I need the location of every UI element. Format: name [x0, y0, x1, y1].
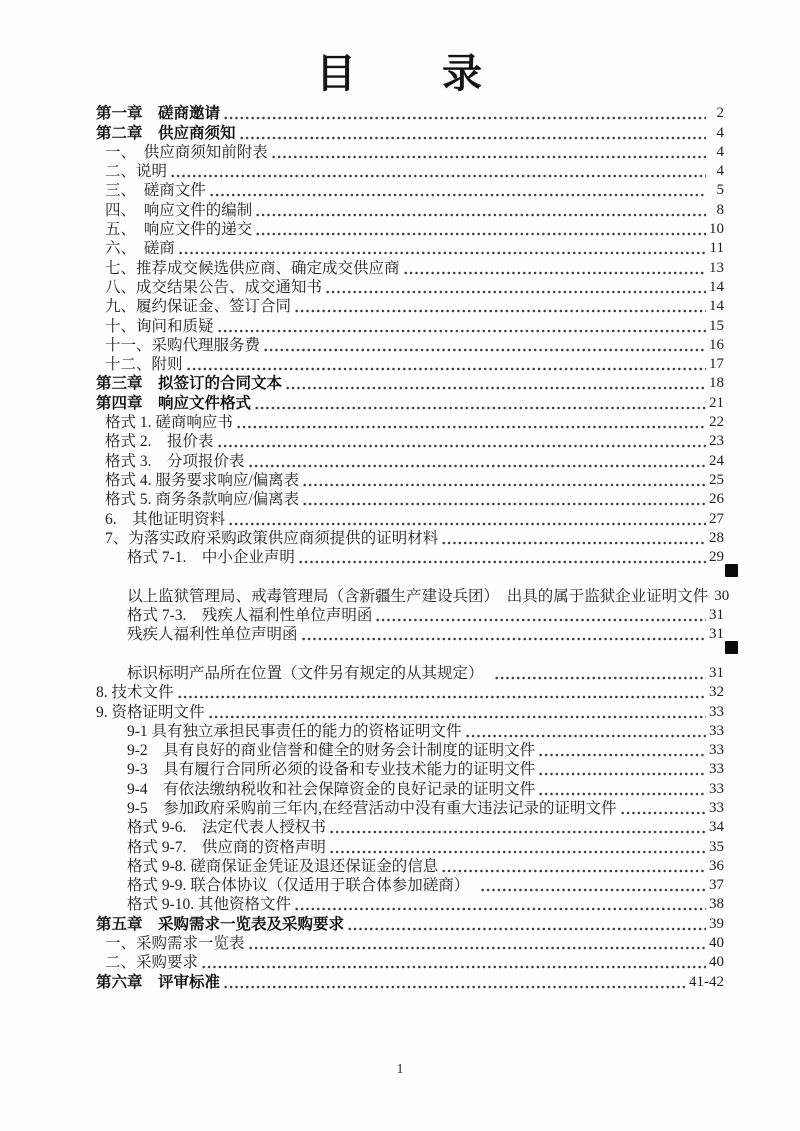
toc-entry-label: 四、 响应文件的编制 [105, 201, 253, 219]
toc-page-number: 33 [709, 780, 724, 797]
toc-entry [96, 953, 724, 972]
toc-entry-label: 第四章 响应文件格式 [96, 394, 252, 412]
toc-entry [96, 799, 724, 818]
toc-entry-label: 五、 响应文件的递交 [105, 221, 253, 239]
toc-page-number: 16 [709, 336, 724, 353]
dot-leader [480, 887, 706, 893]
toc-page-number: 33 [709, 799, 724, 816]
dot-leader [298, 559, 706, 565]
toc-entry [96, 239, 724, 258]
toc-entry-label: 格式 5. 商务条款响应/偏离表 [105, 491, 300, 509]
toc-page-number: 32 [709, 684, 724, 701]
dot-leader [465, 733, 706, 739]
toc-page-number: 34 [709, 819, 724, 836]
dot-leader [347, 926, 706, 932]
dot-leader [302, 501, 706, 507]
toc-page-number: 40 [709, 935, 724, 952]
dot-leader [170, 173, 706, 179]
dot-leader [294, 308, 706, 314]
dot-leader [329, 849, 706, 855]
toc-page-number: 17 [709, 356, 724, 373]
toc-entry-label: 十、询问和质疑 [105, 317, 214, 335]
toc-entry [96, 548, 724, 567]
toc-entry [96, 162, 724, 181]
toc-entry-label: 9-1 具有独立承担民事责任的能力的资格证明文件 [127, 722, 462, 740]
toc-entry [96, 722, 724, 741]
toc-entry-label: 残疾人福利性单位声明函 [127, 626, 298, 644]
toc-entry-label: 9-4 有依法缴纳税收和社会保障资金的良好记录的证明文件 [127, 780, 536, 798]
dot-leader [248, 945, 706, 951]
toc-entry-label: 格式 4. 服务要求响应/偏离表 [105, 471, 300, 489]
toc-page-number: 11 [709, 240, 724, 257]
toc-entry-label: 9. 资格证明文件 [96, 703, 205, 721]
dot-leader [620, 810, 706, 816]
toc-entry-label: 格式 9-8. 磋商保证金凭证及退还保证金的信息 [127, 857, 439, 875]
toc-page-number: 26 [709, 491, 724, 508]
dot-leader [441, 540, 706, 546]
footer-page-number: 1 [396, 1062, 404, 1077]
toc-page-number: 8 [716, 201, 724, 218]
toc-page-number: 41-42 [689, 973, 724, 990]
toc-page-number: 38 [709, 896, 724, 913]
dot-leader [255, 231, 706, 237]
dot-leader [302, 482, 706, 488]
toc-entry [96, 393, 724, 412]
toc-entry-label: 第二章 供应商须知 [96, 124, 236, 142]
toc-page-number: 33 [709, 742, 724, 759]
toc-entry-label: 九、履约保证金、签订合同 [105, 298, 292, 316]
toc-entry-label: 格式 9-9. 联合体协议（仅适用于联合体参加磋商） [127, 877, 478, 895]
toc-entry-label: 标识标明产品所在位置（文件另有规定的从其规定） [127, 664, 492, 682]
toc-entry-label: 六、 磋商 [105, 240, 175, 258]
toc-entry [96, 316, 724, 335]
dot-leader [223, 115, 706, 121]
toc-entry-label: 十二、附则 [105, 356, 183, 374]
dot-leader [209, 192, 706, 198]
toc-entry [96, 702, 724, 721]
toc-entry-label: 9-2 具有良好的商业信誉和健全的财务会计制度的证明文件 [127, 742, 536, 760]
dot-leader [285, 385, 706, 391]
dot-leader [375, 617, 706, 623]
toc-page-number: 21 [709, 394, 724, 411]
toc-page-number: 5 [716, 182, 724, 199]
toc-entry-label: 三、 磋商文件 [105, 182, 206, 200]
toc-entry [96, 741, 724, 760]
toc-entry [96, 760, 724, 779]
toc-entry-label: 8. 技术文件 [96, 684, 174, 702]
toc-entry-label: 格式 7-1. 中小企业声明 [127, 549, 295, 567]
dot-leader [538, 752, 706, 758]
toc-entry [96, 779, 724, 798]
toc-entry [96, 586, 730, 605]
toc-entry-label: 第一章 磋商邀请 [96, 105, 221, 123]
toc-list [96, 104, 730, 992]
toc-page-number: 33 [709, 761, 724, 778]
toc-page-number: 23 [709, 433, 724, 450]
toc-page-number: 40 [709, 954, 724, 971]
toc-entry [96, 471, 724, 490]
toc-entry-label: 格式 3. 分项报价表 [105, 452, 245, 470]
toc-entry-label: 7、为落实政府采购政策供应商须提供的证明材料 [105, 529, 439, 547]
toc-page-number: 4 [716, 124, 724, 141]
toc-entry [96, 876, 724, 895]
toc-page-number: 15 [709, 317, 724, 334]
toc-page-number: 31 [709, 607, 724, 624]
toc-page-number: 31 [709, 664, 724, 681]
toc-entry-label: 一、 供应商须知前附表 [105, 143, 268, 161]
toc-entry-label: 6. 其他证明资料 [105, 510, 226, 528]
toc-entry [96, 490, 724, 509]
toc-entry-label: 格式 7-3. 残疾人福利性单位声明函 [127, 607, 373, 625]
toc-page-number: 33 [709, 703, 724, 720]
toc-entry [96, 104, 724, 123]
dot-leader [255, 212, 706, 218]
toc-entry-label: 格式 9-7. 供应商的资格声明 [127, 838, 326, 856]
toc-entry [96, 413, 724, 432]
dot-leader [239, 135, 706, 141]
dot-leader [223, 984, 687, 990]
dot-leader [301, 636, 706, 642]
toc-entry [96, 509, 724, 528]
dot-leader [325, 289, 706, 295]
toc-entry [96, 606, 724, 625]
toc-page-number: 36 [709, 857, 724, 874]
dot-leader [186, 366, 706, 372]
toc-entry-label: 9-3 具有履行合同所必须的设备和专业技术能力的证明文件 [127, 761, 536, 779]
dot-leader [494, 675, 706, 681]
toc-entry-label: 二、采购要求 [105, 954, 199, 972]
toc-entry-label: 一、采购需求一览表 [105, 935, 245, 953]
toc-page-number: 33 [709, 722, 724, 739]
toc-page-number: 14 [709, 278, 724, 295]
toc-entry-label: 第五章 采购需求一览表及采购要求 [96, 915, 345, 933]
toc-entry [96, 258, 724, 277]
toc-entry [96, 664, 724, 683]
toc-entry [96, 934, 724, 953]
dot-leader [263, 347, 706, 353]
toc-entry [96, 837, 724, 856]
toc-entry-label: 第三章 拟签订的合同文本 [96, 375, 283, 393]
toc-blank-row [96, 567, 724, 586]
toc-entry [96, 625, 724, 644]
toc-entry-label: 八、成交结果公告、成交通知书 [105, 278, 323, 296]
toc-entry [96, 181, 724, 200]
toc-entry [96, 200, 724, 219]
dot-leader [217, 328, 706, 334]
toc-page-number: 18 [709, 375, 724, 392]
dot-leader [177, 694, 706, 700]
dot-leader [403, 270, 706, 276]
toc-page-number: 25 [709, 471, 724, 488]
toc-page-number: 22 [709, 414, 724, 431]
toc-entry [96, 336, 724, 355]
toc-page-number: 28 [709, 529, 724, 546]
toc-page-number: 4 [716, 143, 724, 160]
toc-page-number: 10 [709, 221, 724, 238]
toc-entry-label: 二、说明 [105, 163, 168, 181]
toc-entry [96, 529, 724, 548]
toc-entry [96, 220, 724, 239]
toc-entry-label: 第六章 评审标准 [96, 973, 221, 991]
toc-entry [96, 683, 724, 702]
toc-entry [96, 278, 724, 297]
dot-leader [271, 154, 706, 160]
toc-page-number: 4 [716, 163, 724, 180]
toc-page-number: 13 [709, 259, 724, 276]
dot-leader [294, 906, 706, 912]
toc-page-number: 27 [709, 510, 724, 527]
toc-entry [96, 297, 724, 316]
dot-leader [201, 964, 706, 970]
toc-page-number: 39 [709, 915, 724, 932]
dot-leader [441, 868, 706, 874]
toc-entry [96, 818, 724, 837]
dot-leader [208, 714, 706, 720]
dot-leader [538, 791, 706, 797]
toc-entry [96, 143, 724, 162]
toc-page-number: 31 [709, 626, 724, 643]
redaction-square-icon [725, 641, 738, 654]
toc-page-number: 37 [709, 877, 724, 894]
redaction-square-icon [725, 564, 738, 577]
dot-leader [329, 829, 706, 835]
toc-page-number: 35 [709, 838, 724, 855]
toc-page-number: 14 [709, 298, 724, 315]
toc-entry [96, 432, 724, 451]
page-title: 目 录 [316, 51, 484, 96]
toc-entry [96, 355, 724, 374]
toc-page-number: 2 [716, 105, 724, 122]
dot-leader [248, 463, 706, 469]
toc-entry-label: 格式 9-10. 其他资格文件 [127, 896, 292, 914]
toc-entry-label: 格式 9-6. 法定代表人授权书 [127, 819, 326, 837]
toc-entry-label: 七、推荐成交候选供应商、确定成交供应商 [105, 259, 400, 277]
toc-page-number: 29 [709, 549, 724, 566]
dot-leader [538, 771, 706, 777]
toc-entry-label: 以上监狱管理局、戒毒管理局（含新疆生产建设兵团） 出具的属于监狱企业证明文件 [127, 587, 709, 605]
dot-leader [228, 521, 706, 527]
dot-leader [236, 424, 706, 430]
toc-entry-label: 格式 2. 报价表 [105, 433, 214, 451]
toc-page-number: 24 [709, 452, 724, 469]
dot-leader [254, 405, 706, 411]
toc-entry [96, 374, 724, 393]
toc-entry [96, 972, 724, 991]
toc-entry [96, 895, 724, 914]
toc-entry-label: 格式 1. 磋商响应书 [105, 414, 233, 432]
toc-entry [96, 451, 724, 470]
toc-entry-label: 十一、采购代理服务费 [105, 336, 261, 354]
dot-leader [178, 250, 706, 256]
dot-leader [217, 443, 706, 449]
toc-page-number: 30 [714, 587, 730, 604]
toc-blank-row [96, 644, 724, 663]
toc-entry [96, 914, 724, 933]
toc-entry [96, 857, 724, 876]
toc-entry [96, 123, 724, 142]
toc-entry-label: 9-5 参加政府采购前三年内,在经营活动中没有重大违法记录的证明文件 [127, 799, 617, 817]
